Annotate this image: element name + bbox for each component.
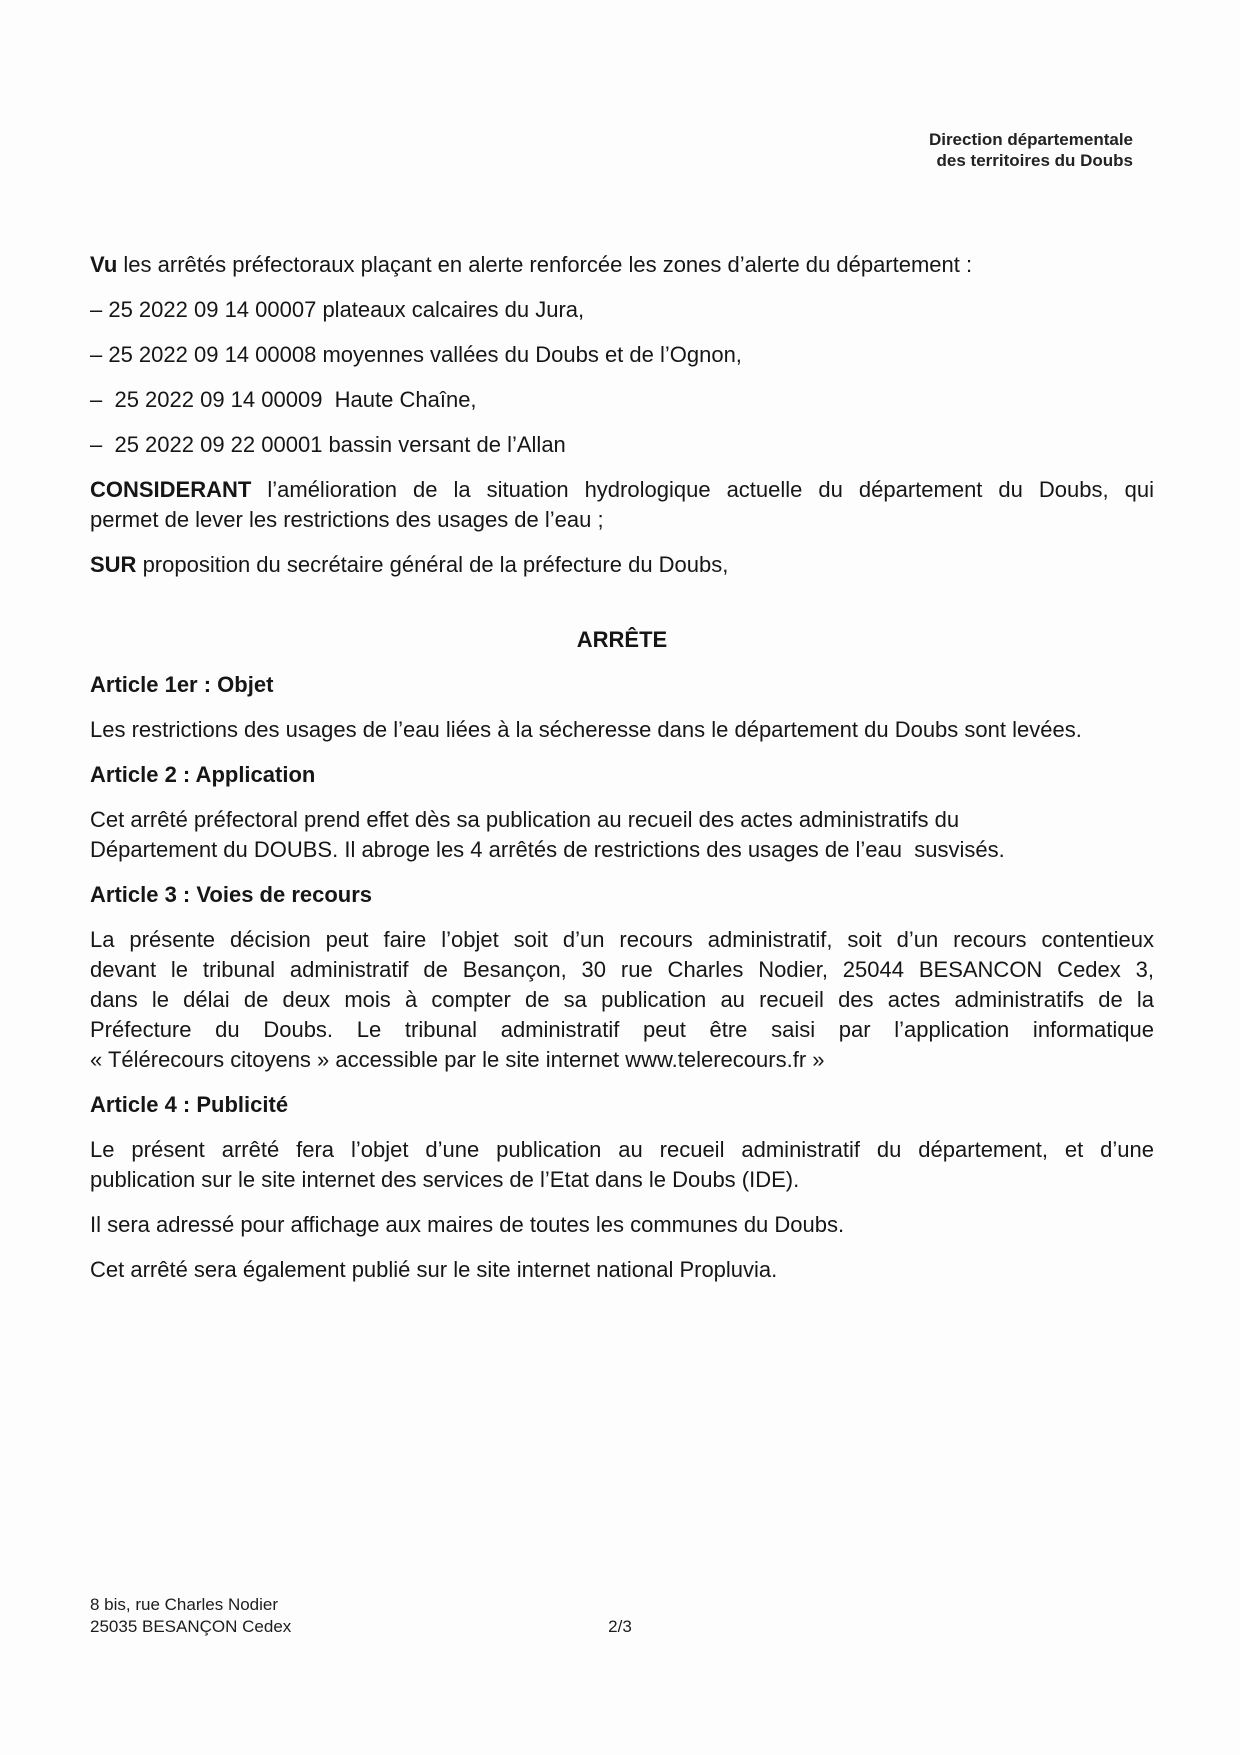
text-line: Préfecture du Doubs. Le tribunal administratif peut être saisi par l’application informatique bbox=[90, 1017, 1154, 1042]
article-4-heading bbox=[90, 1090, 1154, 1120]
text-line: Le présent arrêté fera l’objet d’une publication au recueil administratif du département, et d’une bbox=[90, 1137, 1154, 1162]
text-line: devant le tribunal administratif de Besançon, 30 rue Charles Nodier, 25044 BESANCON Cedex 3, bbox=[90, 957, 1154, 982]
letterhead-line1: Direction départementale bbox=[928, 130, 1133, 149]
article-2-heading bbox=[90, 760, 1154, 790]
article-2-body bbox=[90, 805, 1154, 865]
article-3-heading bbox=[90, 880, 1154, 910]
text-line: ARRÊTE bbox=[576, 627, 668, 652]
text-line: Département du DOUBS. Il abroge les 4 arrêtés de restrictions des usages de l’eau susvisés. bbox=[90, 837, 1005, 862]
text-line: – 25 2022 09 22 00001 bassin versant de l’Allan bbox=[90, 432, 566, 457]
alert-zone-item-2 bbox=[90, 340, 1154, 370]
lead-word: SUR bbox=[90, 552, 137, 577]
footer-address-line2: 25035 BESANÇON Cedex bbox=[90, 1617, 292, 1636]
visa-vu bbox=[90, 250, 1154, 280]
text-line: Vu les arrêtés préfectoraux plaçant en alerte renforcée les zones d’alerte du département : bbox=[90, 252, 973, 277]
text-line: CONSIDERANT l’amélioration de la situation hydrologique actuelle du département du Doubs, qui bbox=[90, 477, 1154, 502]
text-line: – 25 2022 09 14 00007 plateaux calcaires du Jura, bbox=[90, 297, 585, 322]
article-4-body bbox=[90, 1135, 1154, 1195]
article-1-body bbox=[90, 715, 1154, 745]
text-line: – 25 2022 09 14 00009 Haute Chaîne, bbox=[90, 387, 477, 412]
alert-zone-item-3 bbox=[90, 385, 1154, 415]
text-line: permet de lever les restrictions des usages de l’eau ; bbox=[90, 507, 604, 532]
text-line: – 25 2022 09 14 00008 moyennes vallées du Doubs et de l’Ognon, bbox=[90, 342, 742, 367]
affichage-paragraph bbox=[90, 1210, 1154, 1240]
document-body bbox=[90, 250, 1154, 1300]
footer-address-line1: 8 bis, rue Charles Nodier bbox=[90, 1595, 279, 1614]
alert-zone-item-1 bbox=[90, 295, 1154, 325]
text-line: Article 1er : Objet bbox=[90, 672, 274, 697]
text-line: « Télérecours citoyens » accessible par le site internet www.telerecours.fr » bbox=[90, 1047, 825, 1072]
text-line: Article 4 : Publicité bbox=[90, 1092, 289, 1117]
text-line: Il sera adressé pour affichage aux maires de toutes les communes du Doubs. bbox=[90, 1212, 845, 1237]
article-1-heading bbox=[90, 670, 1154, 700]
sur-proposition bbox=[90, 550, 1154, 580]
page-number: 2/3 bbox=[608, 1617, 632, 1636]
text-line: Cet arrêté préfectoral prend effet dès sa publication au recueil des actes administratifs du bbox=[90, 807, 960, 832]
article-3-body bbox=[90, 925, 1154, 1075]
text-line: SUR proposition du secrétaire général de la préfecture du Doubs, bbox=[90, 552, 729, 577]
letterhead-line2: des territoires du Doubs bbox=[936, 151, 1133, 170]
text-line: La présente décision peut faire l’objet soit d’un recours administratif, soit d’un recours contentieux bbox=[90, 927, 1154, 952]
lead-word: Vu bbox=[90, 252, 118, 277]
considerant bbox=[90, 475, 1154, 535]
text-line: Article 2 : Application bbox=[90, 762, 316, 787]
propluvia-paragraph bbox=[90, 1255, 1154, 1285]
letterhead bbox=[929, 129, 1133, 171]
alert-zone-item-4 bbox=[90, 430, 1154, 460]
lead-word: CONSIDERANT bbox=[90, 477, 252, 502]
text-line: dans le délai de deux mois à compter de sa publication au recueil des actes administratifs de la bbox=[90, 987, 1154, 1012]
arrete-heading bbox=[90, 625, 1154, 655]
text-line: Cet arrêté sera également publié sur le site internet national Propluvia. bbox=[90, 1257, 778, 1282]
text-line: Article 3 : Voies de recours bbox=[90, 882, 373, 907]
text-line: publication sur le site internet des services de l’Etat dans le Doubs (IDE). bbox=[90, 1167, 800, 1192]
text-line: Les restrictions des usages de l’eau liées à la sécheresse dans le département du Doubs sont levées. bbox=[90, 717, 1082, 742]
